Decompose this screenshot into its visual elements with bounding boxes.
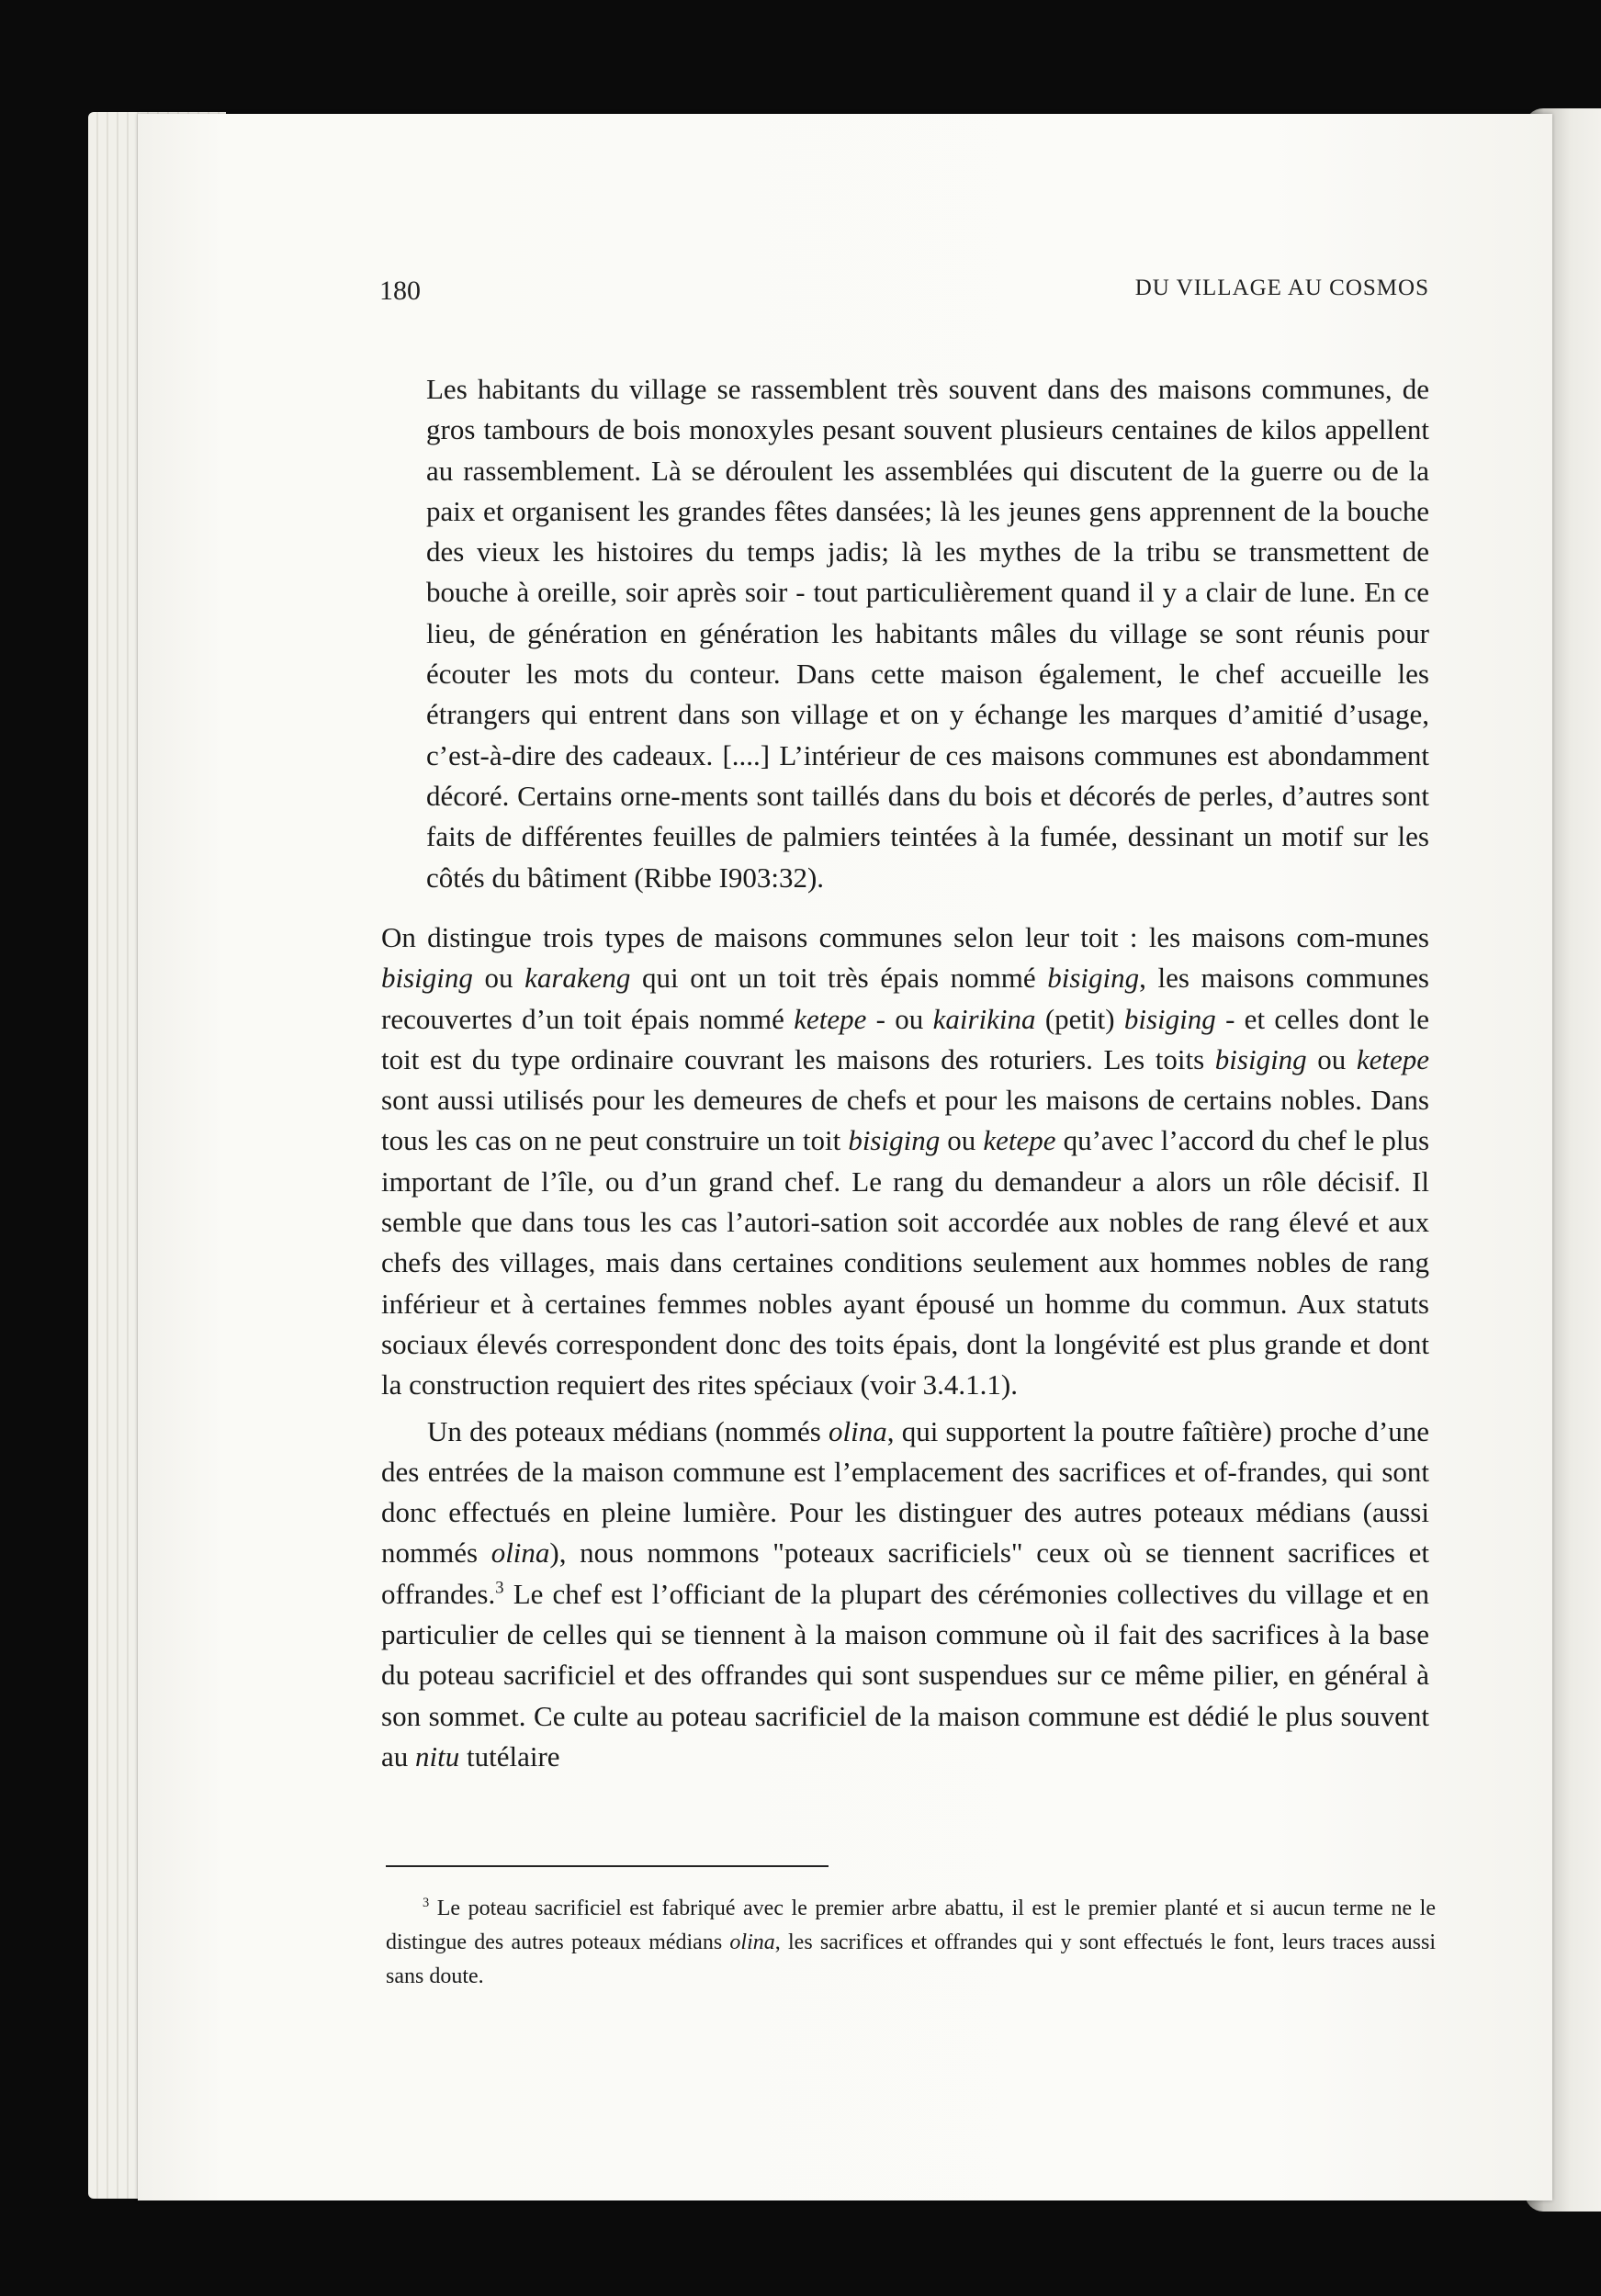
- paragraph-sacrificial-post: [381, 1412, 1429, 1778]
- text-run: On distingue trois types de maisons communes selon leur toit : les maisons com-munes: [381, 921, 1429, 953]
- italic-term: ketepe: [1356, 1042, 1430, 1075]
- text-run: ), nous nommons "poteaux sacrificiels" ceux où se tiennent sacrifices et offrandes.: [381, 1536, 1429, 1610]
- italic-term: olina: [829, 1414, 887, 1447]
- footnote-rule: [386, 1865, 829, 1867]
- text-run: qui ont un toit très épais nommé: [630, 962, 1048, 995]
- text-run: tutélaire: [459, 1739, 560, 1773]
- text-run: ou: [1306, 1042, 1357, 1075]
- text-run: ou: [940, 1124, 984, 1157]
- italic-term: bisiging: [1047, 962, 1140, 995]
- page-header: [379, 276, 1429, 312]
- italic-term: olina: [490, 1536, 550, 1570]
- text-run: Le chef est l’officiant de la plupart des cérémonies collectives du village et en particulier de celles qui se tiennent à la maison commune où il fait des sacrifices à la base du poteau sacrificiel et des offrandes qui sont suspendues sur ce même pilier, en général à son sommet. Ce culte au poteau sacrificiel de la maison commune est dédié le plus souvent au: [381, 1577, 1429, 1773]
- main-text: [381, 917, 1429, 1777]
- text-run: sont aussi utilisés pour les demeures de chefs et pour les maisons de certains nobles. Dans tous les cas on ne peut construire un toit: [381, 1084, 1429, 1157]
- text-run: - ou: [866, 1002, 933, 1035]
- italic-term: bisiging: [381, 962, 473, 995]
- text-run: , les maisons communes recouvertes d’un toit épais nommé: [381, 962, 1429, 1035]
- footnote-mark: 3: [423, 1896, 430, 1910]
- italic-term: ketepe: [983, 1124, 1056, 1157]
- footnote-text: [386, 1892, 1436, 1994]
- text-run: Un des poteaux médians (nommés: [427, 1414, 829, 1447]
- italic-term: bisiging: [1214, 1042, 1307, 1075]
- running-title: DU VILLAGE AU COSMOS: [1134, 276, 1429, 300]
- italic-term: bisiging: [848, 1124, 941, 1157]
- italic-term: nitu: [415, 1739, 460, 1773]
- footnote: [386, 1892, 1436, 1994]
- text-run: , qui supportent la poutre faîtière) proche d’une des entrées de la maison commune est l’emplacement des sacrifices et of-frandes, qui sont donc effectués en pleine lumière. Pour les distinguer des autres poteaux médians (aussi nommés: [381, 1414, 1429, 1570]
- italic-term: bisiging: [1123, 1002, 1216, 1035]
- text-run: Le poteau sacrificiel est fabriqué avec le premier arbre abattu, il est le premier planté et si aucun terme ne le distingue des autres poteaux médians: [386, 1896, 1436, 1954]
- italic-term: kairikina: [932, 1002, 1036, 1035]
- text-run: qu’avec l’accord du chef le plus important de l’île, ou d’un grand chef. Le rang du demandeur a alors un rôle décisif. Il semble que dans tous les cas l’autori-sation soit accordée aux nobles de rang élevé et aux chefs des villages, mais dans certaines conditions seulement aux hommes nobles de rang inférieur et à certaines femmes nobles ayant épousé un homme du commun. Aux statuts sociaux élevés correspondent donc des toits épais, dont la longévité est plus grande et dont la construction requiert des rites spéciaux (voir 3.4.1.1).: [381, 1124, 1430, 1401]
- paragraph-roof-types: [381, 917, 1429, 1406]
- page-number: 180: [379, 276, 421, 306]
- block-quote: [426, 369, 1429, 898]
- quote-text: Les habitants du village se rassemblent très souvent dans des maisons communes, de gros tambours de bois monoxyles pesant souvent plusieurs centaines de kilos appellent au rassemblement. Là se déroulent les assemblées qui discutent de la guerre ou de la paix et organisent les grandes fêtes dansées; là les jeunes gens apprennent de la bouche des vieux les histoires du temps jadis; là les mythes de la tribu se transmettent de bouche à oreille, soir après soir - tout particulièrement quand il y a clair de lune. En ce lieu, de génération en génération les habitants mâles du village se sont réunis pour écouter les mots du conteur. Dans cette maison également, le chef accueille les étrangers qui entrent dans son village et on y échange les marques d’amitié d’usage, c’est-à-dire des cadeaux. [....] L’intérieur de ces maisons communes est abondamment décoré. Certains orne-ments sont taillés dans du bois et décorés de perles, d’autres sont faits de différentes feuilles de palmiers teintées à la fumée, dessinant un motif sur les côtés du bâtiment (Ribbe I903:32).: [426, 373, 1429, 894]
- italic-term: olina: [729, 1930, 775, 1954]
- text-run: (petit): [1035, 1002, 1124, 1035]
- italic-term: ketepe: [794, 1002, 867, 1035]
- text-run: - et celles dont le toit est du type ordinaire couvrant les maisons des roturiers. Les toits: [381, 1002, 1430, 1075]
- italic-term: karakeng: [524, 962, 631, 995]
- footnote-reference[interactable]: 3: [495, 1578, 504, 1598]
- text-run: ou: [472, 962, 525, 995]
- text-run: , les sacrifices et offrandes qui y sont effectués le font, leurs traces aussi sans doute.: [386, 1930, 1437, 1988]
